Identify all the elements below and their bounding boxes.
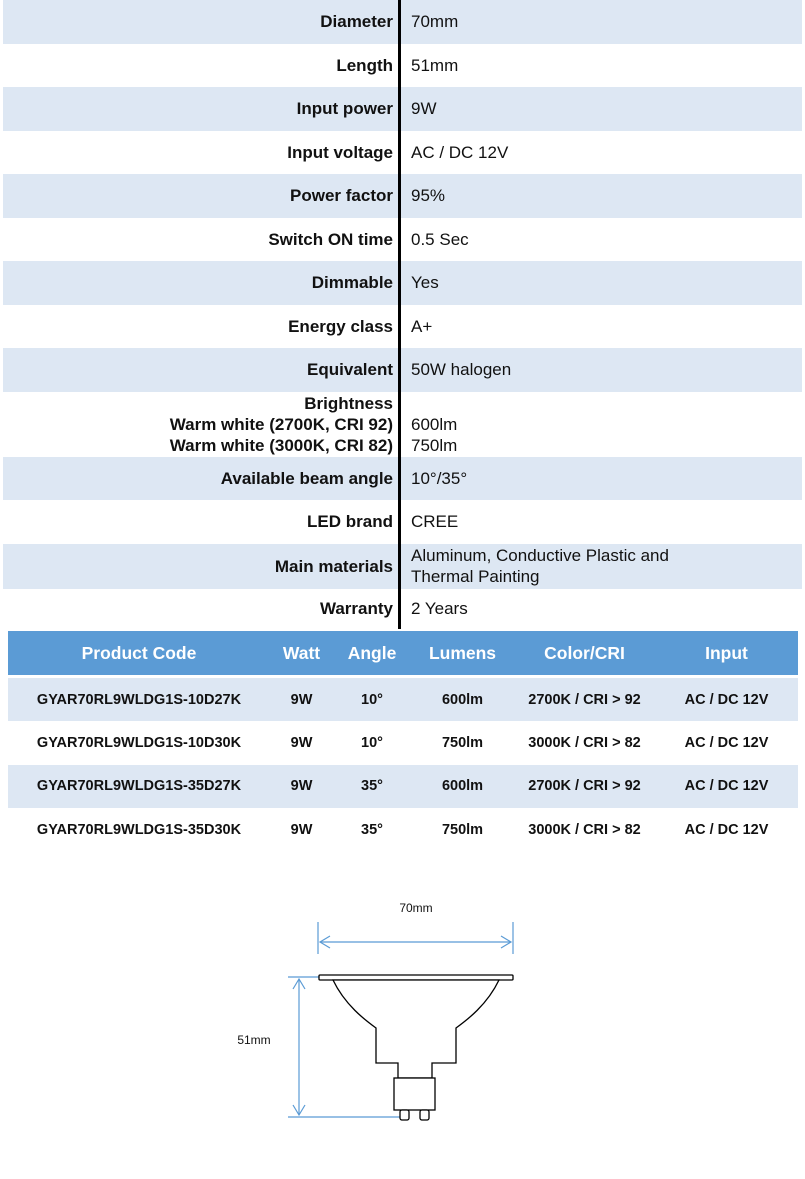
header-watt: Watt [282,642,321,663]
spec-value: 95% [411,186,446,206]
cell-product-code: GYAR70RL9WLDG1S-35D27K [36,778,242,795]
spec-value: 51mm [411,55,459,75]
cell-color-cri: 2700K / CRI > 92 [528,691,641,708]
header-input: Input [705,642,748,663]
spec-label: Dimmable [311,273,393,293]
table-row [8,808,798,851]
lamp-reflector [333,980,499,1078]
height-dimension-label: 51mm [237,1033,271,1047]
spec-row-main-materials [3,544,802,589]
spec-label: Input power [296,99,393,119]
lamp-dimension-diagram [0,880,805,1179]
spec-label: Main materials [274,556,393,576]
header-lumens: Lumens [428,642,497,663]
cell-watt: 9W [290,691,313,708]
table-row [8,765,798,808]
spec-label: Warranty [319,599,393,618]
spec-row-switch-on-time [3,218,802,262]
spec-label: Input voltage [287,142,393,162]
spec-value-brightness [401,392,802,457]
cell-angle: 35° [361,821,383,838]
header-color-cri: Color/CRI [544,642,625,663]
spec-label: LED brand [307,512,393,532]
cell-product-code: GYAR70RL9WLDG1S-10D27K [36,691,242,708]
spec-value-materials [401,544,802,589]
cell-lumens: 600lm [441,691,484,708]
cell-angle: 35° [361,778,383,795]
table-row [8,678,798,721]
spec-label: Energy class [288,316,393,336]
cell-angle: 10° [361,691,383,708]
spec-table [3,0,802,629]
spec-label: Equivalent [307,360,393,380]
lamp-rim [319,975,513,980]
cell-input: AC / DC 12V [684,821,769,838]
spec-value: 70mm [411,12,459,32]
spec-value: A+ [411,316,433,336]
width-dimension-label: 70mm [399,901,433,915]
spec-row-length [3,44,802,88]
lamp-outline [319,975,513,1120]
spec-row-brightness [3,392,802,457]
spec-label: Diameter [320,12,393,32]
cell-input: AC / DC 12V [684,734,769,751]
spec-row-energy-class [3,305,802,349]
materials-line-2: Thermal Painting [411,567,540,586]
height-dimension-arrow [293,979,305,1115]
cell-color-cri: 2700K / CRI > 92 [528,778,641,795]
spec-row-diameter [3,0,802,44]
cell-input: AC / DC 12V [684,691,769,708]
spec-row-beam-angle [3,457,802,501]
spec-label: Switch ON time [268,229,393,249]
cell-lumens: 750lm [441,821,484,838]
spec-row-led-brand [3,500,802,544]
cell-angle: 10° [361,734,383,751]
spec-label: Available beam angle [220,468,393,488]
lamp-pin-left [400,1110,409,1120]
spec-row-power-factor [3,174,802,218]
spec-value: AC / DC 12V [411,142,509,162]
spec-value: CREE [411,512,459,532]
spec-row-input-power [3,87,802,131]
cell-input: AC / DC 12V [684,778,769,795]
brightness-3000-label: Warm white (3000K, CRI 82) [169,435,393,455]
width-dimension-arrow [320,936,511,948]
header-product-code: Product Code [81,642,197,663]
cell-watt: 9W [290,778,313,795]
spec-label: Power factor [290,186,393,206]
cell-product-code: GYAR70RL9WLDG1S-35D30K [36,821,242,838]
spec-value: 0.5 Sec [411,229,469,249]
cell-lumens: 600lm [441,778,484,795]
spec-row-warranty [3,589,802,629]
spec-value: 50W halogen [411,360,512,380]
spec-label-brightness [3,392,398,457]
brightness-heading: Brightness [304,393,393,413]
brightness-2700-label: Warm white (2700K, CRI 92) [169,414,393,434]
cell-watt: 9W [290,821,313,838]
cell-color-cri: 3000K / CRI > 82 [528,821,641,838]
lamp-base [394,1078,435,1110]
spec-label: Length [336,55,393,75]
table-row [8,721,798,764]
spec-row-input-voltage [3,131,802,175]
spec-row-dimmable [3,261,802,305]
spec-value: 9W [411,99,437,119]
cell-lumens: 750lm [441,734,484,751]
spec-row-equivalent [3,348,802,392]
spec-value: 2 Years [411,599,468,618]
spec-value: Yes [411,273,439,293]
brightness-3000-value: 750lm [411,435,458,455]
product-table [8,631,798,851]
brightness-spacer [411,393,802,414]
cell-color-cri: 3000K / CRI > 82 [528,734,641,751]
cell-watt: 9W [290,734,313,751]
product-table-header [8,631,798,675]
materials-line-1: Aluminum, Conductive Plastic and [411,546,669,565]
lamp-pin-right [420,1110,429,1120]
spec-value: 10°/35° [411,468,468,488]
cell-product-code: GYAR70RL9WLDG1S-10D30K [36,734,242,751]
header-angle: Angle [347,642,397,663]
brightness-2700-value: 600lm [411,414,458,434]
